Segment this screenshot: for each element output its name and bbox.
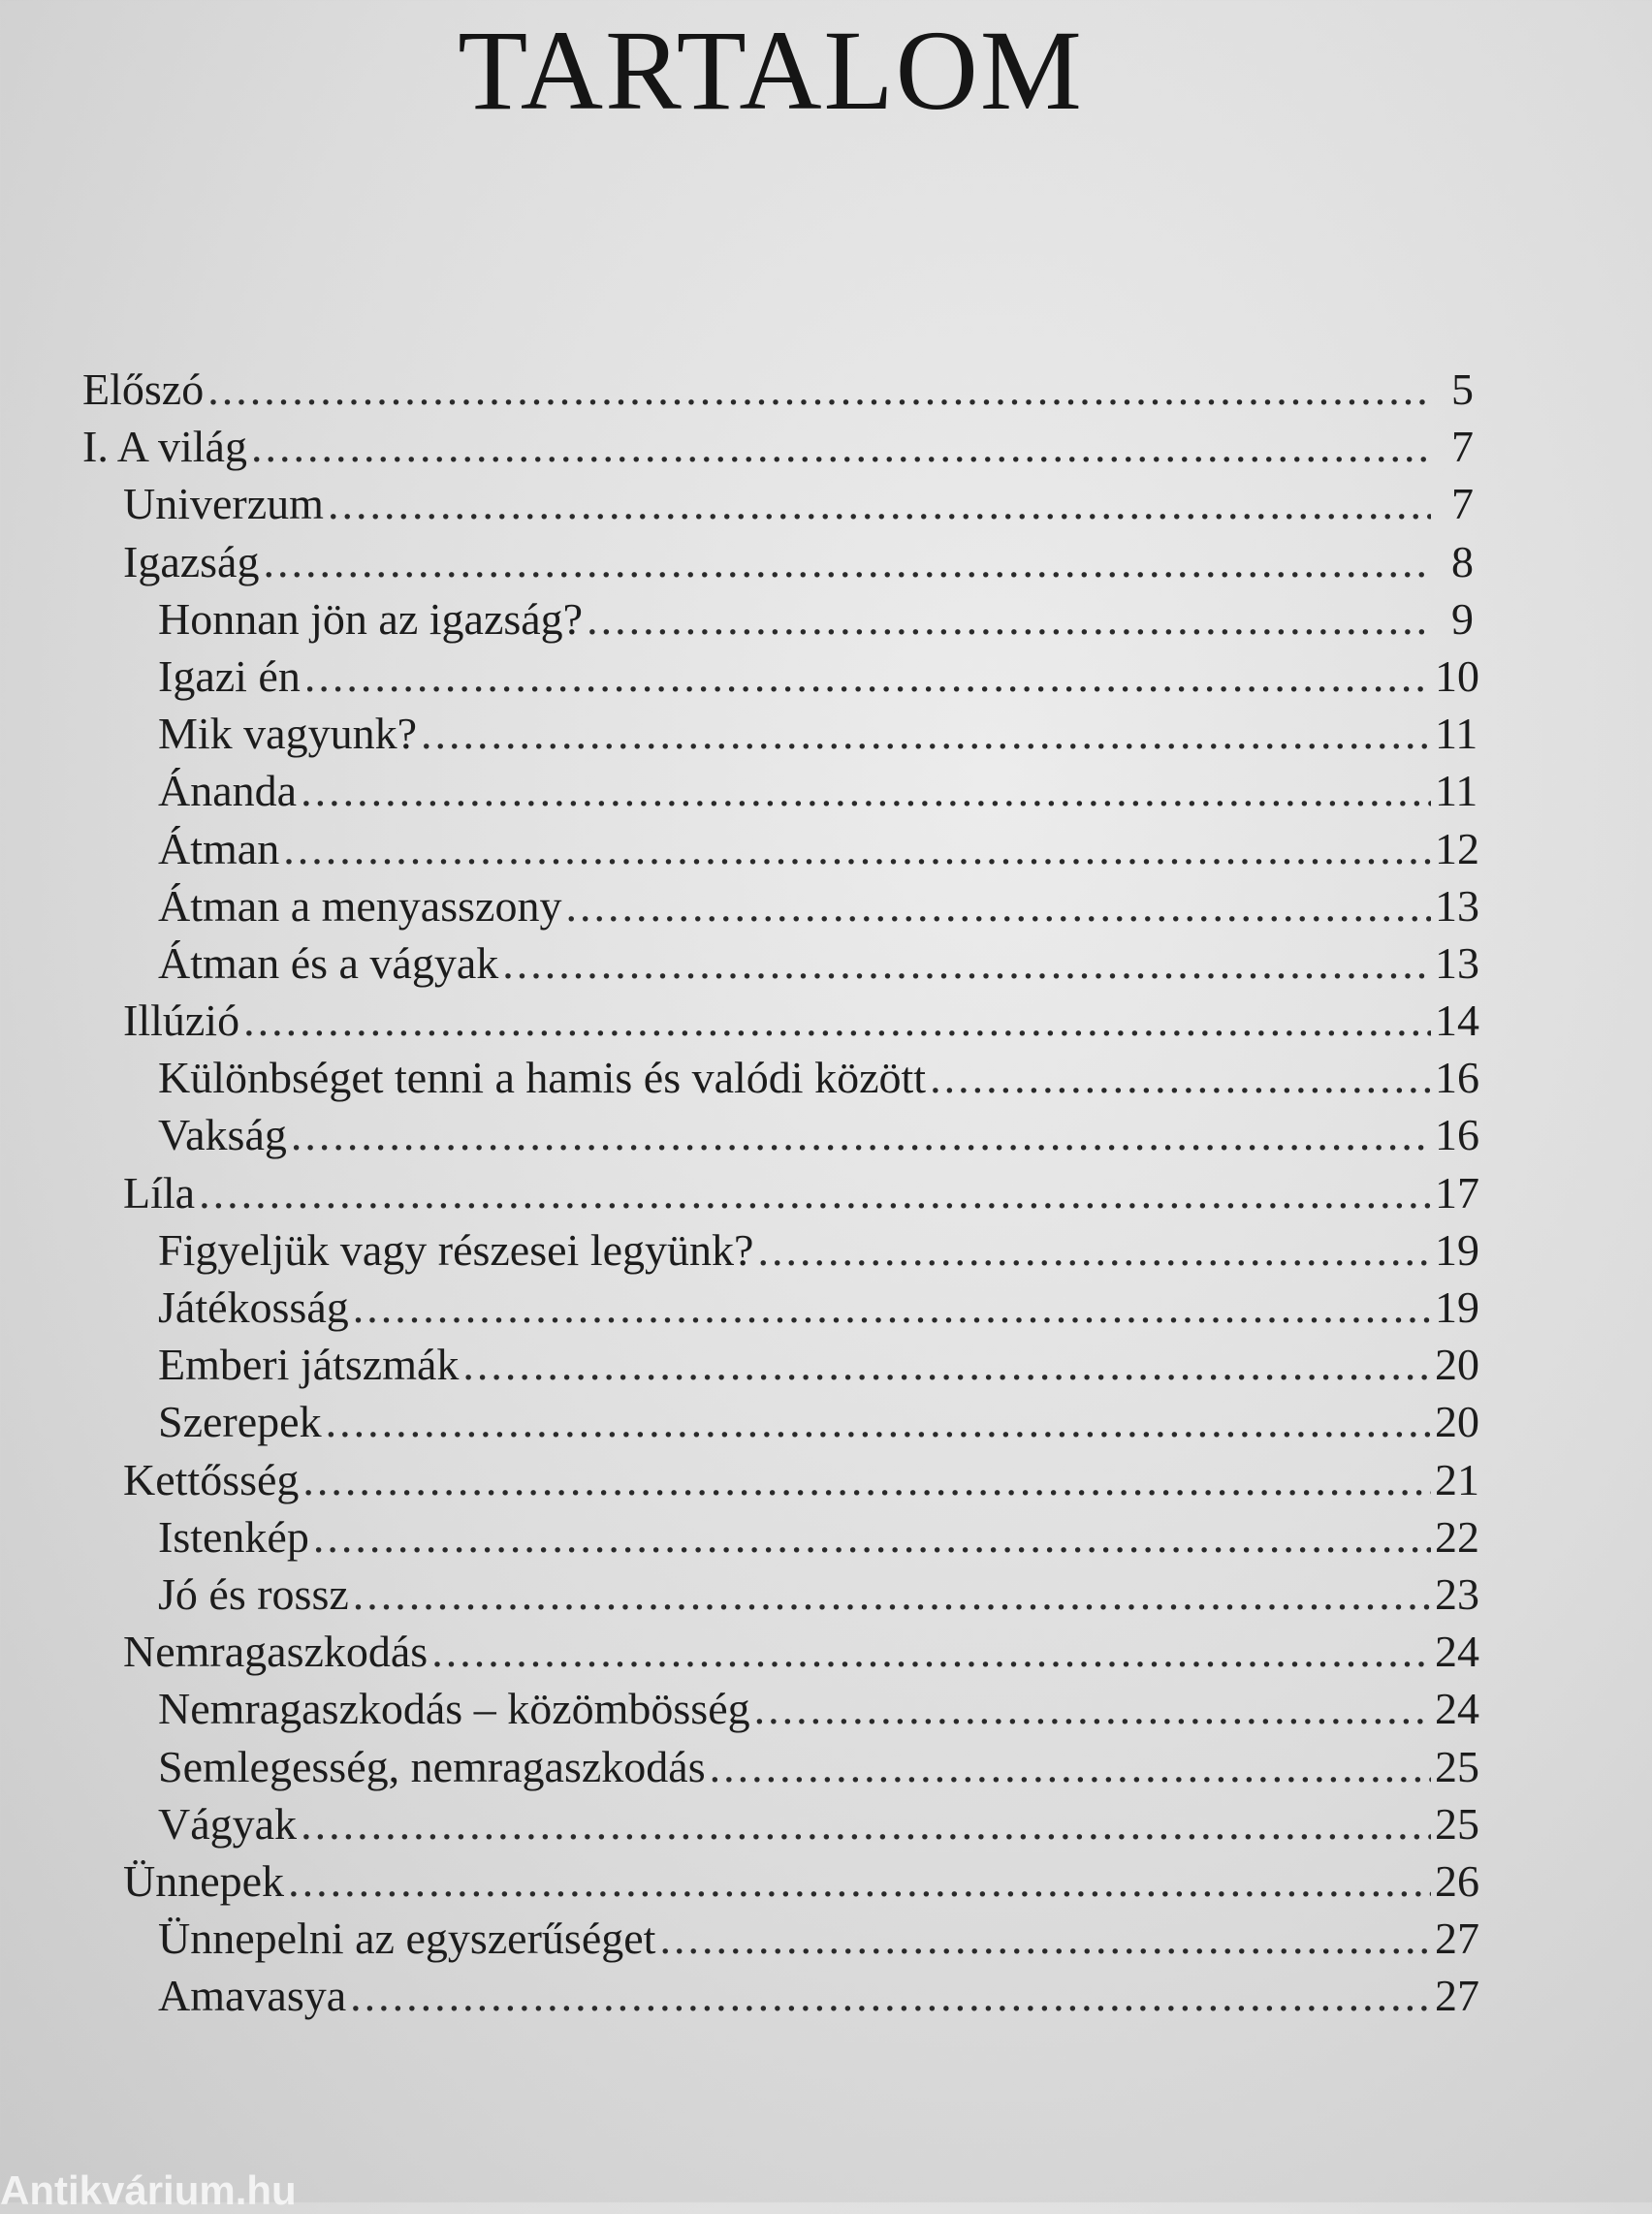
toc-entry-title: Átman	[158, 823, 280, 873]
toc-entry-page-number: 20	[1435, 1397, 1479, 1447]
toc-entry	[82, 1852, 1479, 1910]
toc-entry	[82, 648, 1479, 705]
toc-entry-page-number: 11	[1435, 709, 1478, 759]
toc-entry	[82, 1336, 1479, 1393]
dot-leader	[301, 762, 1431, 819]
toc-entry-title: Honnan jön az igazság?	[158, 593, 584, 644]
toc-entry-title: Ánanda	[158, 766, 298, 816]
table-of-contents	[82, 361, 1479, 2024]
dot-leader	[353, 1566, 1431, 1623]
dot-leader	[199, 1164, 1431, 1221]
toc-entry-page-number: 17	[1435, 1167, 1479, 1218]
dot-leader	[283, 820, 1431, 877]
toc-entry	[82, 590, 1474, 648]
toc-entry-title: Nemragaszkodás	[123, 1627, 429, 1677]
toc-entry-page-number: 25	[1435, 1741, 1479, 1791]
toc-entry-title: Univerzum	[123, 479, 324, 529]
toc-entry-title: Emberi játszmák	[158, 1340, 460, 1390]
toc-entry	[82, 1623, 1479, 1680]
toc-entry-page-number: 13	[1435, 937, 1479, 988]
dot-leader	[302, 1451, 1431, 1508]
toc-entry	[82, 1164, 1479, 1221]
dot-leader	[291, 1106, 1431, 1163]
dot-leader	[263, 533, 1431, 590]
toc-entry-page-number: 24	[1435, 1684, 1479, 1734]
toc-entry-page-number: 10	[1435, 650, 1479, 701]
dot-leader	[462, 1336, 1431, 1393]
toc-entry	[82, 533, 1474, 590]
toc-entry	[82, 992, 1479, 1049]
toc-entry	[82, 361, 1474, 418]
toc-entry	[82, 877, 1479, 934]
toc-entry	[82, 475, 1474, 532]
toc-entry-page-number: 13	[1435, 880, 1479, 931]
dot-leader	[757, 1221, 1431, 1279]
toc-entry-page-number: 24	[1435, 1627, 1479, 1677]
toc-entry-title: Istenkép	[158, 1511, 309, 1562]
toc-entry-title: Igazi én	[158, 650, 301, 701]
toc-entry	[82, 1795, 1479, 1852]
dot-leader	[754, 1680, 1431, 1737]
toc-entry-page-number: 19	[1435, 1224, 1479, 1275]
dot-leader	[301, 1795, 1431, 1852]
toc-entry-title: Különbséget tenni a hamis és valódi között	[158, 1053, 927, 1103]
toc-entry	[82, 1451, 1479, 1508]
toc-entry-page-number: 21	[1435, 1454, 1479, 1504]
dot-leader	[659, 1910, 1431, 1967]
dot-leader	[710, 1738, 1431, 1795]
toc-entry	[82, 1508, 1479, 1566]
toc-entry-page-number: 8	[1451, 536, 1474, 586]
toc-entry	[82, 1106, 1479, 1163]
toc-entry-page-number: 14	[1435, 996, 1479, 1046]
toc-entry-page-number: 26	[1435, 1855, 1479, 1906]
toc-entry-title: Szerepek	[158, 1397, 322, 1447]
toc-entry	[82, 1680, 1479, 1737]
toc-entry-title: Figyeljük vagy részesei legyünk?	[158, 1224, 754, 1275]
toc-entry	[82, 1279, 1479, 1336]
dot-leader	[243, 992, 1431, 1049]
toc-entry	[82, 1738, 1479, 1795]
toc-entry-title: Amavasya	[158, 1971, 347, 2021]
toc-entry	[82, 1221, 1479, 1279]
toc-entry	[82, 1566, 1479, 1623]
toc-entry-page-number: 9	[1451, 593, 1474, 644]
toc-entry	[82, 934, 1479, 992]
toc-entry-title: Vágyak	[158, 1798, 298, 1849]
dot-leader	[930, 1049, 1431, 1106]
dot-leader	[421, 705, 1431, 762]
toc-entry-page-number: 12	[1435, 823, 1479, 873]
toc-entry-page-number: 19	[1435, 1282, 1479, 1332]
toc-entry-page-number: 11	[1435, 766, 1478, 816]
toc-entry-title: Átman a menyasszony	[158, 880, 562, 931]
dot-leader	[288, 1852, 1431, 1910]
dot-leader	[326, 1393, 1431, 1450]
toc-entry-page-number: 27	[1435, 1914, 1479, 1964]
toc-entry-title: Játékosság	[158, 1282, 349, 1332]
dot-leader	[587, 590, 1431, 648]
toc-entry-title: Átman és a vágyak	[158, 937, 499, 988]
toc-entry-page-number: 16	[1435, 1053, 1479, 1103]
toc-entry	[82, 820, 1479, 877]
toc-entry-page-number: 7	[1451, 422, 1474, 472]
dot-leader	[251, 418, 1431, 475]
dot-leader	[431, 1623, 1431, 1680]
dot-leader	[502, 934, 1431, 992]
toc-entry	[82, 1967, 1479, 2024]
toc-entry-title: Nemragaszkodás – közömbösség	[158, 1684, 750, 1734]
page-title: TARTALOM	[458, 7, 1084, 134]
toc-entry-page-number: 7	[1451, 479, 1474, 529]
toc-entry-title: Mik vagyunk?	[158, 709, 418, 759]
dot-leader	[304, 648, 1431, 705]
toc-entry	[82, 1049, 1479, 1106]
toc-entry-page-number: 20	[1435, 1340, 1479, 1390]
toc-entry	[82, 1910, 1479, 1967]
toc-entry-title: Ünnepelni az egyszerűséget	[158, 1914, 656, 1964]
toc-entry-title: Illúzió	[123, 996, 240, 1046]
toc-entry-page-number: 27	[1435, 1971, 1479, 2021]
toc-entry-title: Kettősség	[123, 1454, 300, 1504]
dot-leader	[328, 475, 1431, 532]
dot-leader	[350, 1967, 1431, 2024]
toc-entry-page-number: 16	[1435, 1110, 1479, 1160]
toc-entry-title: Líla	[123, 1167, 196, 1218]
toc-entry-title: Jó és rossz	[158, 1568, 349, 1619]
dot-leader	[207, 361, 1431, 418]
toc-entry-title: Előszó	[82, 364, 205, 414]
toc-entry	[82, 418, 1474, 475]
dot-leader	[353, 1279, 1431, 1336]
toc-entry	[82, 705, 1478, 762]
toc-entry-page-number: 22	[1435, 1511, 1479, 1562]
toc-entry-page-number: 25	[1435, 1798, 1479, 1849]
toc-entry	[82, 762, 1478, 819]
toc-entry	[82, 1393, 1479, 1450]
toc-entry-page-number: 5	[1451, 364, 1474, 414]
toc-entry-title: Igazság	[123, 536, 260, 586]
dot-leader	[565, 877, 1431, 934]
toc-entry-page-number: 23	[1435, 1568, 1479, 1619]
toc-entry-title: Vakság	[158, 1110, 287, 1160]
dot-leader	[313, 1508, 1431, 1566]
toc-entry-title: Semlegesség, nemragaszkodás	[158, 1741, 706, 1791]
toc-entry-title: Ünnepek	[123, 1855, 285, 1906]
watermark: Antikvárium.hu	[0, 2167, 297, 2213]
toc-entry-title: I. A világ	[82, 422, 247, 472]
